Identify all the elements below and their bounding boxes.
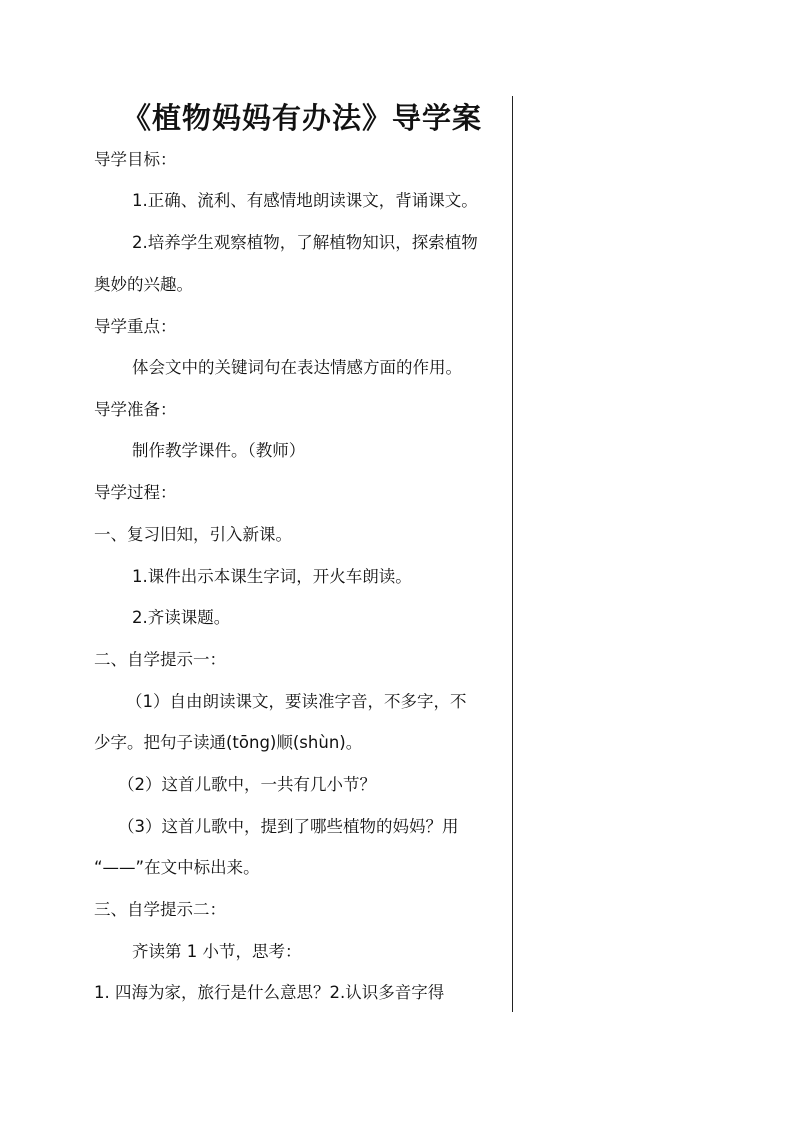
goal-2-line-2: 奥妙的兴趣。	[94, 275, 193, 294]
section-2-heading: 二、自学提示一：	[94, 650, 226, 669]
goal-1: 1.正确、流利、有感情地朗读课文，背诵课文。	[132, 191, 478, 210]
heading-preparation: 导学准备：	[94, 400, 177, 419]
section-2-item-1-line-1: （1）自由朗读课文，要读准字音，不多字，不	[126, 692, 467, 711]
heading-focus: 导学重点：	[94, 317, 177, 336]
document-title: 《植物妈妈有办法》导学案	[121, 101, 482, 135]
preparation-text: 制作教学课件。（教师）	[132, 441, 306, 460]
section-1-item-1: 1.课件出示本课生字词，开火车朗读。	[132, 567, 412, 586]
section-3-question-1: 1. 四海为家，旅行是什么意思？2.认识多音字得	[94, 983, 445, 1002]
heading-process: 导学过程：	[94, 483, 177, 502]
section-2-item-3-line-1: （3）这首儿歌中，提到了哪些植物的妈妈？用	[118, 817, 459, 836]
section-2-item-3-line-2: “——”在文中标出来。	[94, 858, 260, 877]
right-margin-line	[512, 96, 513, 1012]
focus-text: 体会文中的关键词句在表达情感方面的作用。	[132, 358, 462, 377]
section-2-item-1-line-2: 少字。把句子读通(tōng)顺(shùn)。	[94, 733, 363, 752]
goal-2-line-1: 2.培养学生观察植物，了解植物知识，探索植物	[132, 233, 478, 252]
section-3-intro: 齐读第 1 小节，思考：	[132, 942, 302, 961]
section-2-item-2: （2）这首儿歌中，一共有几小节？	[118, 775, 376, 794]
heading-goals: 导学目标：	[94, 150, 177, 169]
section-3-heading: 三、自学提示二：	[94, 900, 226, 919]
section-1-heading: 一、复习旧知，引入新课。	[94, 525, 292, 544]
section-1-item-2: 2.齐读课题。	[132, 608, 231, 627]
